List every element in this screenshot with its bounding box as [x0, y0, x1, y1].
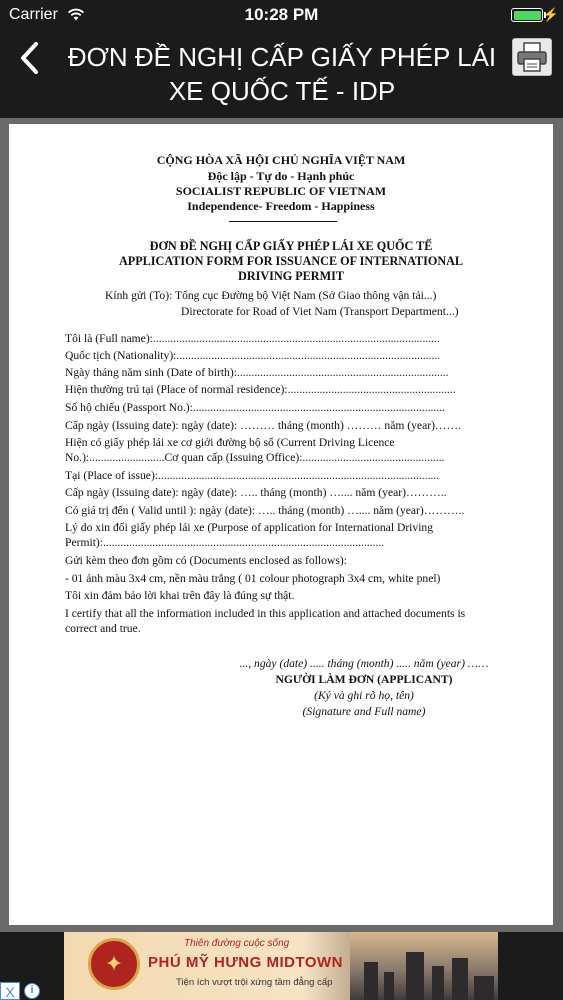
page-title [62, 40, 502, 108]
page-title-line-2: XE QUỐC TẾ - IDP [168, 76, 396, 106]
addressee-line: Directorate for Road of Viet Nam (Transport Department...) [181, 305, 459, 318]
header-line: CỘNG HÒA XÃ HỘI CHỦ NGHĨA VIỆT NAM [156, 153, 406, 167]
form-field-line: - 01 ảnh màu 3x4 cm, nền màu trắng ( 01 colour photograph 3x4 cm, white pnel) [65, 572, 441, 585]
ad-creative[interactable] [64, 932, 498, 1000]
signature-note-vi: (Ký và ghi rõ họ, tên) [314, 689, 414, 702]
ad-close-button[interactable]: X [0, 982, 20, 1000]
ad-subtitle: Tiện ích vượt trội xứng tầm đẳng cấp [176, 977, 333, 988]
header-line: SOCIALIST REPUBLIC OF VIETNAM [175, 184, 387, 198]
battery-icon [511, 8, 543, 22]
status-bar [0, 0, 563, 30]
chevron-left-icon [14, 36, 50, 80]
applicant-label: NGƯỜI LÀM ĐƠN (APPLICANT) [275, 673, 453, 686]
document-viewer[interactable] [0, 118, 563, 932]
status-time: 10:28 PM [244, 5, 319, 24]
form-field-line: Hiện thường trú tại (Place of normal residence):.......................................................... [65, 383, 456, 396]
form-field-line: No.):..........................Cơ quan cấp (Issuing Office):................................................. [65, 451, 445, 464]
signature-note-en: (Signature and Full name) [302, 705, 426, 718]
application-form-page [9, 124, 553, 925]
ad-banner [0, 932, 563, 1000]
back-button[interactable] [14, 36, 50, 80]
form-field-line: Gửi kèm theo đơn gồm có (Documents enclosed as follows): [65, 554, 347, 567]
battery-level [514, 11, 541, 20]
ad-title: PHÚ MỸ HƯNG MIDTOWN [148, 954, 343, 971]
form-field-line: Cấp ngày (Issuing date): ngày (date): ….. tháng (month) ….... năm (year)……….. [65, 486, 447, 499]
form-field-line: Tôi xin đảm bảo lời khai trên đây là đúng sự thật. [65, 589, 295, 602]
form-field-line: Permit):................................................................................................. [65, 536, 385, 549]
ad-logo-icon: ✦ [88, 938, 140, 990]
header-line: Independence- Freedom - Happiness [187, 199, 375, 213]
form-title-line: ĐƠN ĐỀ NGHỊ CẤP GIẤY PHÉP LÁI XE QUỐC TẾ [149, 239, 433, 253]
ad-skyline-image [350, 932, 498, 1000]
form-field-line: Quốc tịch (Nationality):........................................................................................... [65, 349, 441, 362]
page-title-line-1: ĐƠN ĐỀ NGHỊ CẤP GIẤY PHÉP LÁI [67, 42, 497, 72]
date-line: ..., ngày (date) ..... tháng (month) ..... năm (year) …… [239, 657, 489, 670]
form-field-line: Tại (Place of issue):................................................................................................. [65, 469, 440, 482]
charging-icon: ⚡ [542, 7, 559, 22]
form-title-line: DRIVING PERMIT [238, 269, 344, 283]
form-field-line: Số hộ chiếu (Passport No.):....................................................................................... [65, 401, 446, 414]
addressee-line: Kính gửi (To): Tổng cục Đường bộ Việt Nam (Sở Giao thông vận tải...) [105, 289, 437, 302]
form-field-line: Cấp ngày (Issuing date): ngày (date): ……… tháng (month) ……… năm (year)……. [65, 419, 462, 432]
form-title [91, 239, 491, 284]
ad-info-icon[interactable]: i [24, 983, 40, 999]
form-field-line: Lý do xin đổi giấy phép lái xe (Purpose of application for International Driving [65, 521, 434, 534]
form-field-line: Có giá trị đến ( Valid until ): ngày (date): ….. tháng (month) ….... năm (year)……….. [65, 504, 465, 517]
ad-tagline: Thiên đường cuộc sống [184, 938, 290, 949]
form-field-line: correct and true. [65, 622, 141, 635]
carrier-label: Carrier [9, 6, 58, 23]
header-line: Độc lập - Tự do - Hạnh phúc [207, 169, 355, 183]
form-field-line: Tôi là (Full name):................................................................................................... [65, 332, 440, 345]
printer-icon [513, 39, 551, 75]
header-divider [229, 221, 337, 222]
print-button[interactable] [512, 38, 552, 76]
form-field-line: Ngày tháng năm sinh (Date of birth):......................................................................... [65, 366, 449, 379]
navigation-bar [0, 30, 563, 118]
form-field-line: I certify that all the information included in this application and attached documents is [65, 607, 466, 620]
form-title-line: APPLICATION FORM FOR ISSUANCE OF INTERNATIONAL [118, 254, 464, 268]
form-field-line: Hiện có giấy phép lái xe cơ giới đường bộ số (Current Driving Licence [65, 436, 395, 449]
